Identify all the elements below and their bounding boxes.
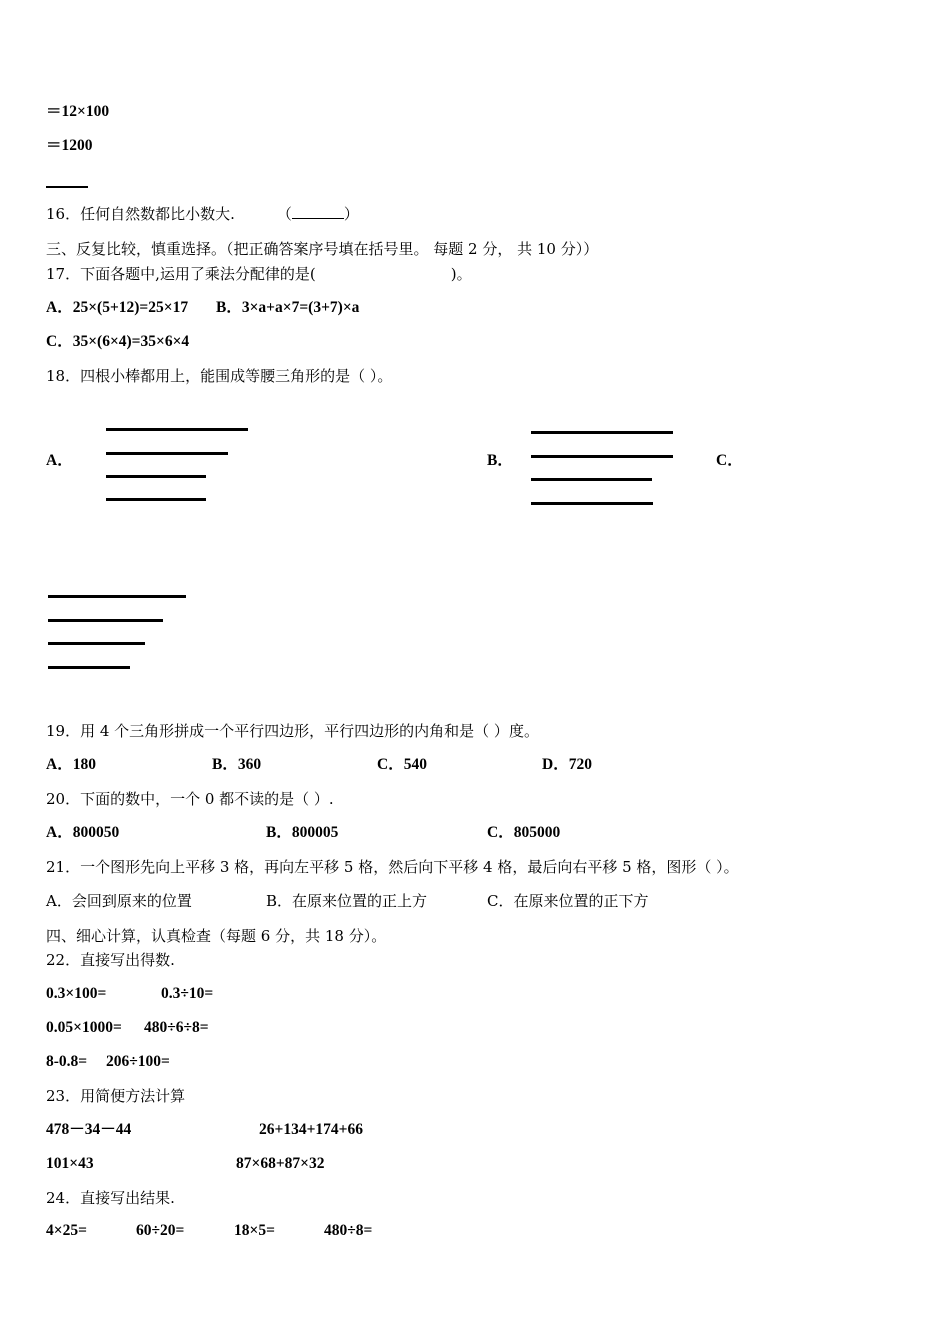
stick [531,431,673,434]
section-4-heading: 四、细心计算，认真检查（每题 6 分，共 18 分）。 [46,927,387,945]
q16-answer-blank[interactable] [292,205,344,219]
q20-option-c: C．805000 [487,824,561,841]
q23-item: 478－34－44 [46,1121,132,1138]
q24-item: 18×5= [234,1222,275,1239]
q16-paren-open: （ [276,205,292,223]
calc-line-1: ＝12×100 [46,103,110,120]
calc-line-2: ＝1200 [46,137,93,154]
stick [106,428,248,431]
stick [531,455,673,458]
q24-item: 480÷8= [324,1222,373,1239]
q19-option-d: D．720 [542,756,592,773]
q21-option-b: B．在原来位置的正上方 [266,892,428,910]
question-22-stem: 22．直接写出得数. [46,951,175,969]
q22-item: 0.3÷10= [161,985,214,1002]
q20-option-a: A．800050 [46,824,120,841]
q24-item: 4×25= [46,1222,87,1239]
q21-option-c: C．在原来位置的正下方 [487,892,649,910]
q22-item: 480÷6÷8= [144,1019,209,1036]
q19-option-c: C．540 [377,756,427,773]
q16-paren-close: ） [343,205,359,223]
stick [106,475,206,478]
stick [48,666,130,669]
q24-item: 60÷20= [136,1222,185,1239]
question-23-stem: 23．用简便方法计算 [46,1087,186,1105]
q17-option-c: C．35×(6×4)=35×6×4 [46,333,190,350]
question-16-text: 16．任何自然数都比小数大. [46,205,235,223]
q18-label-a: A． [46,452,73,469]
q20-option-b: B．800005 [266,824,339,841]
q22-item: 206÷100= [106,1053,170,1070]
question-19-stem: 19．用 4 个三角形拼成一个平行四边形，平行四边形的内角和是（ ）度。 [46,722,539,740]
stick [531,478,652,481]
q18-label-c: C． [716,452,743,469]
q19-option-b: B．360 [212,756,262,773]
q17-option-b: B．3×a+a×7=(3+7)×a [216,299,360,316]
stick [48,619,163,622]
q18-label-b: B． [487,452,513,469]
q22-item: 8-0.8= [46,1053,88,1070]
question-21-stem: 21．一个图形先向上平移 3 格，再向左平移 5 格，然后向下平移 4 格，最后向右平移 5 格，图形（ ）。 [46,858,739,876]
question-17-stem [46,265,472,283]
q19-option-a: A．180 [46,756,96,773]
stick [106,498,206,501]
question-16 [46,205,359,223]
q22-item: 0.3×100= [46,985,107,1002]
section-3-heading: 三、反复比较，慎重选择。（把正确答案序号填在括号里。 每题 2 分， 共 10 分）） [46,240,599,258]
stick [48,642,145,645]
question-24-stem: 24．直接写出结果. [46,1189,175,1207]
question-18-stem: 18．四根小棒都用上，能围成等腰三角形的是（ ）。 [46,367,393,385]
answer-underline [46,186,88,188]
stick [531,502,653,505]
question-20-stem: 20．下面的数中，一个 0 都不读的是（ ）. [46,790,334,808]
q23-item: 87×68+87×32 [236,1155,325,1172]
q23-item: 101×43 [46,1155,94,1172]
q17-stem-left: 17．下面各题中,运用了乘法分配律的是( [46,265,316,283]
q21-option-a: A．会回到原来的位置 [46,892,192,910]
stick [48,595,186,598]
q23-item: 26+134+174+66 [259,1121,363,1138]
q17-option-a: A．25×(5+12)=25×17 [46,299,189,316]
q17-stem-right: )。 [450,265,472,283]
stick [106,452,228,455]
q22-item: 0.05×1000= [46,1019,122,1036]
